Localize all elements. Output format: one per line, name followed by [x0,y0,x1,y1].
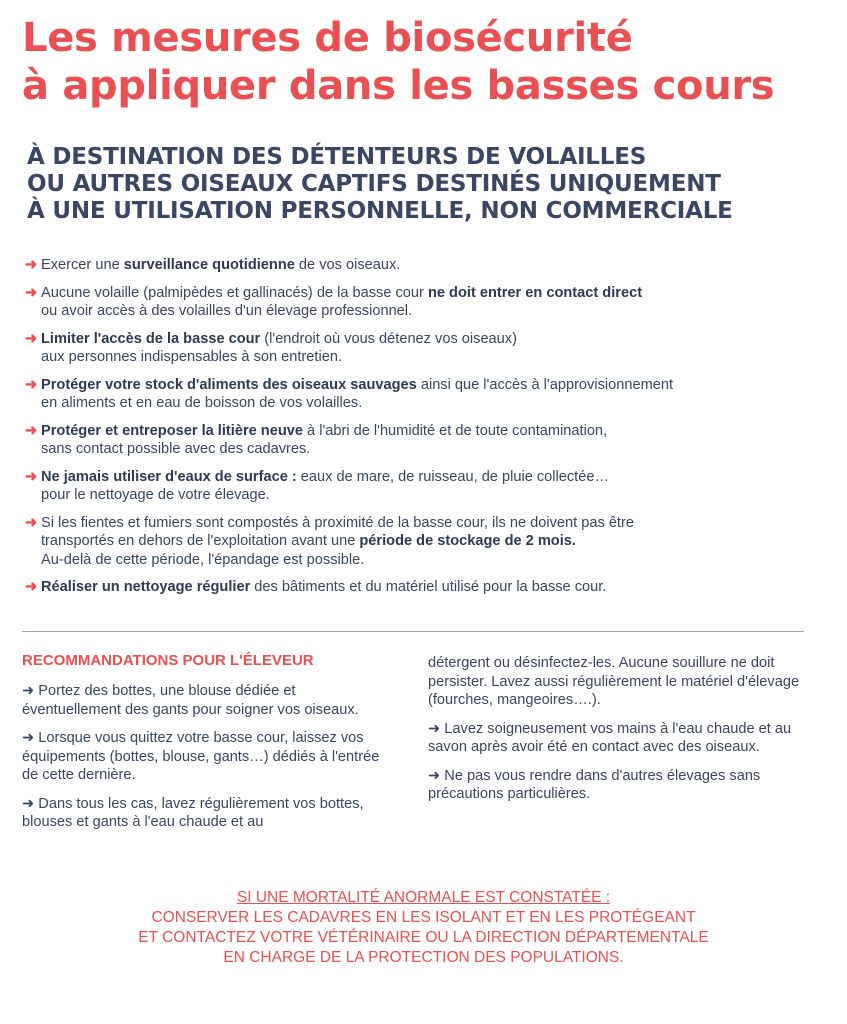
arrow-right-icon: ➜ [22,683,39,699]
subtitle-line-3: À UNE UTILISATION PERSONNELLE, NON COMMERCIALE [27,198,733,224]
arrow-right-icon: ➜ [25,284,38,301]
measure-item [25,256,815,275]
measure-text: Au-delà de cette période, l'épandage est possible. [41,551,365,568]
section-divider [22,631,804,632]
arrow-right-icon: ➜ [25,330,38,347]
measure-text: aux personnes indispensables à son entretien. [41,349,342,365]
arrow-right-icon: ➜ [25,514,38,531]
measure-text: de vos oiseaux. [294,257,401,273]
measure-text: Aucune volaille (palmipèdes et gallinacés) de la basse cour [41,284,428,301]
recommendation-item: ➜ Portez des bottes, une blouse dédiée et éventuellement des gants pour soigner vos oiseaux. [22,683,359,718]
page-title [22,14,842,110]
subtitle-line-1: À DESTINATION DES DÉTENTEURS DE VOLAILLES [27,144,647,170]
measure-emphasis: période de stockage de 2 mois. [359,533,576,549]
recommendation-item: ➜ Lavez soigneusement vos mains à l'eau chaude et au savon après avoir été en contact avec des oiseaux. [428,720,792,755]
measure-emphasis: Protéger et entreposer la litière neuve [41,422,303,439]
measure-emphasis: ne doit entrer en contact direct [427,284,643,301]
measure-text: transportés en dehors de l'exploitation avant une [41,533,360,549]
measure-text: Si les fientes et fumiers sont compostés à proximité de la basse cour, ils ne doivent pas être [41,514,634,531]
page-subtitle [27,144,827,225]
measure-item [25,468,815,505]
recommendation-item: ➜ Ne pas vous rendre dans d'autres élevages sans précautions particulières. [428,767,761,802]
recommendation-item: ➜ Dans tous les cas, lavez régulièrement vos bottes, blouses et gants à l'eau chaude et au [22,795,364,830]
measure-emphasis: Réaliser un nettoyage régulier [41,579,251,595]
measure-item [25,578,815,597]
recommendation-item: ➜ Lorsque vous quittez votre basse cour, laissez vos équipements (bottes, blouse, gants…) dédiés à l'entrée de cette dernière. [22,730,380,783]
recommendations-right-column [428,654,800,814]
alert-line: ET CONTACTEZ VOTRE VÉTÉRINAIRE OU LA DIRECTION DÉPARTEMENTALE [138,929,709,946]
mortality-alert [0,888,847,968]
recommendations-title: RECOMMANDATIONS POUR L'ÉLEVEUR [22,652,314,669]
arrow-right-icon: ➜ [428,767,445,784]
measure-item [25,422,815,459]
measure-text: ou avoir accès à des volailles d'un élevage professionnel. [41,303,413,319]
measure-item [25,284,815,321]
measure-item [25,514,815,570]
subtitle-line-2: OU AUTRES OISEAUX CAPTIFS DESTINÉS UNIQUEMENT [27,171,721,197]
arrow-right-icon: ➜ [22,795,39,812]
measure-text: ainsi que l'accès à l'approvisionnement [416,376,674,393]
biosecurity-measures-list [25,256,815,606]
arrow-right-icon: ➜ [25,376,38,393]
title-line-2: à appliquer dans les basses cours [22,63,775,109]
recommendation-continuation: détergent ou désinfectez-les. Aucune souillure ne doit persister. Lavez aussi régulièrement le matériel d'élevage (fourches, mangeoires….). [428,655,800,708]
alert-line: EN CHARGE DE LA PROTECTION DES POPULATIONS. [223,949,624,966]
arrow-right-icon: ➜ [25,579,38,595]
measure-emphasis: surveillance quotidienne [123,257,295,273]
arrow-right-icon: ➜ [25,468,38,485]
measure-text: (l'endroit où vous détenez vos oiseaux) [260,330,517,347]
measure-text: en aliments et en eau de boisson de vos volailles. [41,395,363,411]
measure-text: pour le nettoyage de votre élevage. [41,487,270,503]
alert-heading: SI UNE MORTALITÉ ANORMALE EST CONSTATÉE : [236,889,611,906]
measure-emphasis: Protéger votre stock d'aliments des oiseaux sauvages [41,376,417,393]
arrow-right-icon: ➜ [428,720,445,737]
measure-text: eaux de mare, de ruisseau, de pluie collectée… [296,468,610,485]
arrow-right-icon: ➜ [25,422,38,439]
measure-emphasis: Ne jamais utiliser d'eaux de surface : [41,468,297,485]
arrow-right-icon: ➜ [25,257,38,273]
measure-text: des bâtiments et du matériel utilisé pour la basse cour. [250,579,607,595]
measure-item [25,330,815,367]
measure-text: sans contact possible avec des cadavres. [41,441,311,457]
measure-text: Exercer une [41,257,124,273]
measure-emphasis: Limiter l'accès de la basse cour [41,330,261,347]
title-line-1: Les mesures de biosécurité [22,15,633,61]
measure-item [25,376,815,413]
measure-text: à l'abri de l'humidité et de toute contamination, [302,422,608,439]
alert-line: CONSERVER LES CADAVRES EN LES ISOLANT ET EN LES PROTÉGEANT [151,909,696,926]
arrow-right-icon: ➜ [22,730,39,746]
recommendations-left-column [22,682,397,842]
